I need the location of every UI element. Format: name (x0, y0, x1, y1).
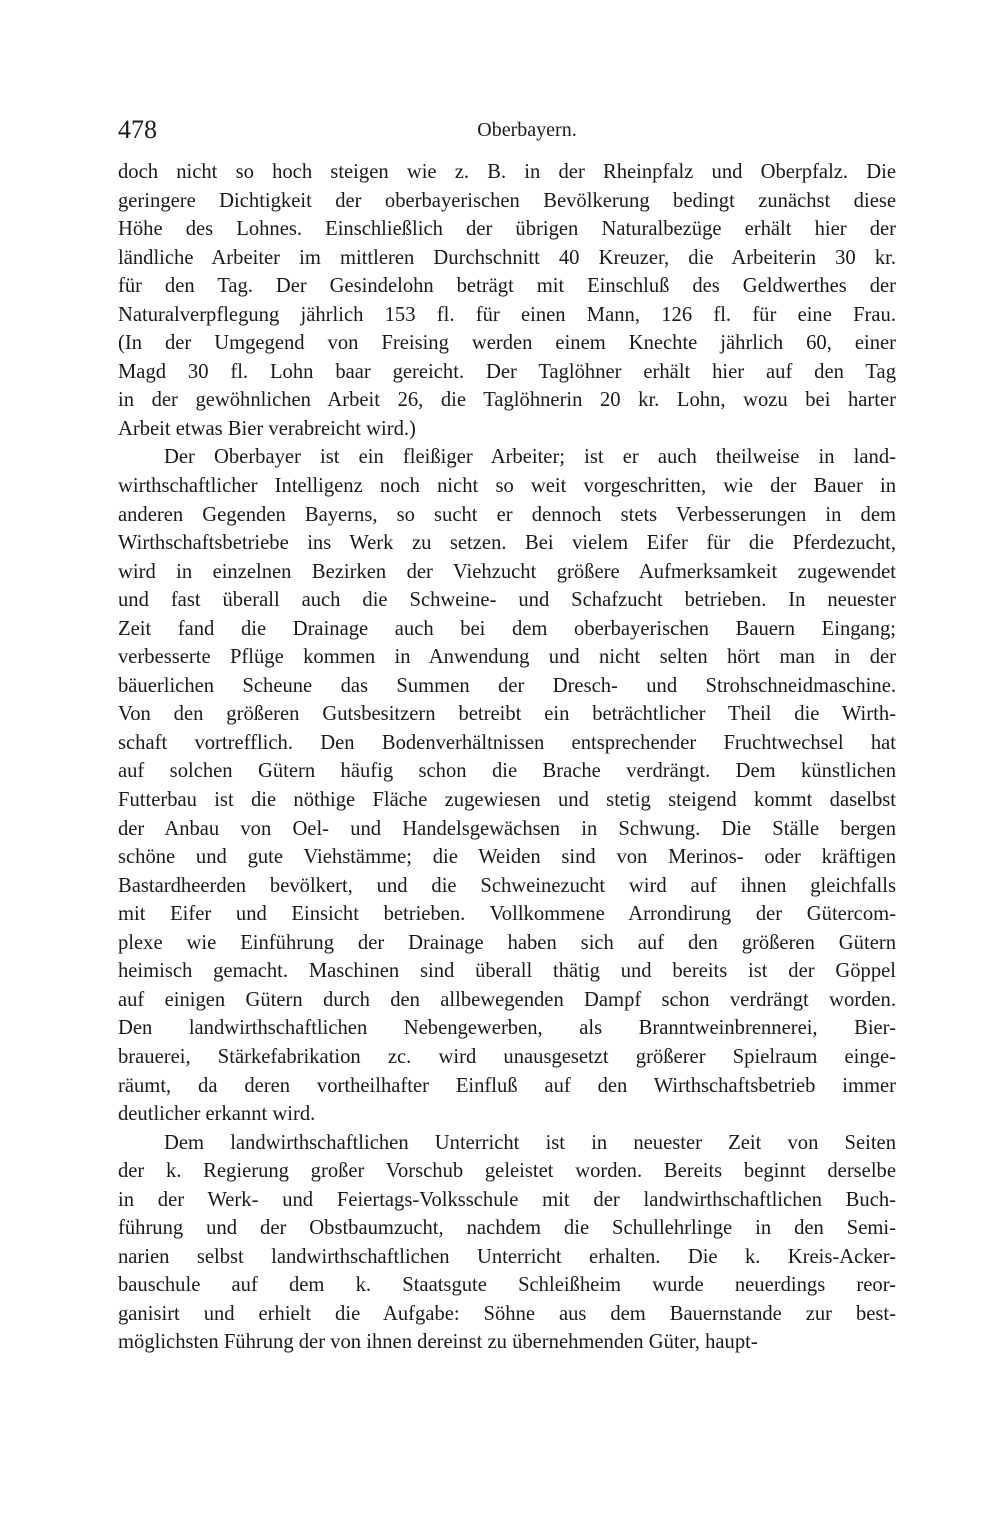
text-line: und fast überall auch die Schweine- und Schafzucht betrieben. In neuester (118, 589, 896, 612)
text-line: schaft vortrefflich. Den Bodenverhältnissen entsprechender Fruchtwechsel hat (118, 731, 896, 754)
page-number: 478 (118, 115, 157, 144)
text-line: der Anbau von Oel- und Handelsgewächsen in Schwung. Die Ställe bergen (118, 817, 896, 840)
text-line: Bastardheerden bevölkert, und die Schweinezucht wird auf ihnen gleichfalls (118, 874, 896, 897)
text-line: (In der Umgegend von Freising werden einem Knechte jährlich 60, einer (118, 332, 896, 355)
text-line: auf einigen Gütern durch den allbewegenden Dampf schon verdrängt worden. (118, 988, 896, 1011)
text-line: Futterbau ist die nöthige Fläche zugewiesen und stetig steigend kommt daselbst (118, 789, 896, 812)
text-line: Wirthschaftsbetriebe ins Werk zu setzen. Bei vielem Eifer für die Pferdezucht, (118, 532, 896, 555)
body-text (118, 158, 896, 1357)
running-head: Oberbayern. (477, 119, 577, 141)
text-line: in der Werk- und Feiertags-Volksschule mit der landwirthschaftlichen Buch- (118, 1188, 896, 1211)
text-line: brauerei, Stärkefabrikation zc. wird unausgesetzt größerer Spielraum einge- (118, 1045, 896, 1068)
text-line: möglichsten Führung der von ihnen dereinst zu übernehmenden Güter, haupt- (118, 1331, 758, 1354)
text-line: Dem landwirthschaftlichen Unterricht ist in neuester Zeit von Seiten (164, 1131, 896, 1154)
text-line: plexe wie Einführung der Drainage haben sich auf den größeren Gütern (118, 931, 896, 954)
text-line: in der gewöhnlichen Arbeit 26, die Taglöhnerin 20 kr. Lohn, wozu bei harter (118, 389, 896, 412)
text-line: anderen Gegenden Bayerns, so sucht er dennoch stets Verbesserungen in dem (118, 503, 896, 526)
text-line: bauschule auf dem k. Staatsgute Schleißheim wurde neuerdings reor- (118, 1274, 896, 1297)
text-line: ländliche Arbeiter im mittleren Durchschnitt 40 Kreuzer, die Arbeiterin 30 kr. (118, 246, 896, 269)
text-line: Arbeit etwas Bier verabreicht wird.) (118, 417, 416, 440)
text-line: wird in einzelnen Bezirken der Viehzucht größere Aufmerksamkeit zugewendet (118, 560, 896, 583)
text-line: ganisirt und erhielt die Aufgabe: Söhne aus dem Bauernstande zur best- (118, 1302, 896, 1325)
text-line: mit Eifer und Einsicht betrieben. Vollkommene Arrondirung der Gütercom- (118, 903, 896, 926)
text-line: führung und der Obstbaumzucht, nachdem die Schullehrlinge in den Semi- (118, 1217, 896, 1240)
text-line: auf solchen Gütern häufig schon die Brache verdrängt. Dem künstlichen (118, 760, 896, 783)
text-line: deutlicher erkannt wird. (118, 1103, 316, 1126)
text-line: geringere Dichtigkeit der oberbayerischen Bevölkerung bedingt zunächst diese (118, 189, 896, 212)
page-header (118, 112, 896, 152)
text-line: räumt, da deren vortheilhafter Einfluß auf den Wirthschaftsbetrieb immer (118, 1074, 896, 1097)
text-line: narien selbst landwirthschaftlichen Unterricht erhalten. Die k. Kreis-Acker- (118, 1245, 896, 1268)
paragraph (118, 443, 896, 1128)
text-line: Höhe des Lohnes. Einschließlich der übrigen Naturalbezüge erhält hier der (118, 218, 896, 241)
text-line: heimisch gemacht. Maschinen sind überall thätig und bereits ist der Göppel (118, 960, 896, 983)
text-line: Den landwirthschaftlichen Nebengewerben, als Branntweinbrennerei, Bier- (118, 1017, 896, 1040)
text-line: doch nicht so hoch steigen wie z. B. in der Rheinpfalz und Oberpfalz. Die (118, 161, 896, 183)
text-line: Magd 30 fl. Lohn baar gereicht. Der Taglöhner erhält hier auf den Tag (118, 360, 896, 383)
text-line: schöne und gute Viehstämme; die Weiden sind von Merinos- oder kräftigen (118, 846, 896, 869)
paragraph (118, 1129, 896, 1357)
text-line: bäuerlichen Scheune das Summen der Dresch- und Strohschneidmaschine. (118, 674, 896, 697)
paragraph (118, 158, 896, 443)
text-line: Von den größeren Gutsbesitzern betreibt ein beträchtlicher Theil die Wirth- (118, 703, 896, 726)
text-line: Der Oberbayer ist ein fleißiger Arbeiter; ist er auch theilweise in land- (164, 446, 896, 469)
text-line: Naturalverpflegung jährlich 153 fl. für einen Mann, 126 fl. für eine Frau. (118, 303, 896, 326)
text-line: Zeit fand die Drainage auch bei dem oberbayerischen Bauern Eingang; (118, 617, 896, 640)
text-line: für den Tag. Der Gesindelohn beträgt mit Einschluß des Geldwerthes der (118, 275, 896, 298)
text-line: wirthschaftlicher Intelligenz noch nicht so weit vorgeschritten, wie der Bauer in (118, 475, 896, 498)
text-line: verbesserte Pflüge kommen in Anwendung und nicht selten hört man in der (118, 646, 896, 669)
text-line: der k. Regierung großer Vorschub geleistet worden. Bereits beginnt derselbe (118, 1160, 896, 1183)
